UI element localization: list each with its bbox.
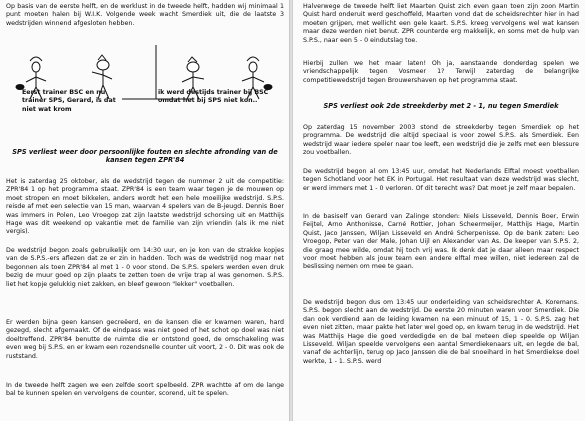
cartoon-caption-right: ik werd destijds trainer bij BSC omdat het bij SPS niet kon.. [158, 89, 269, 105]
right-paragraph-1: Halverwege de tweede helft liet Maarten Quist zich even gaan toen zijn zoon Martin Quist hard onderuit werd geschoffeld, Maarten vond dat de scheidsrechter hier in had moeten grijpen, met wellicht een gele kaart. S.P.S. kreeg vervolgens wel wat kansen maar deze werden niet benut. ZPR counterde erg makkelijk, en soms met de hulp van S.P.S., naar een 5 - 0 eindutslag toe. [303, 3, 579, 44]
cartoon-caption-left: Eerst trainer BSC en nu trainer SPS, Gerard, is dat niet wat krom [22, 89, 116, 113]
right-paragraph-2: Hierbij zullen we het maar laten! Oh ja, aanstaande donderdag spelen we vriendschappelijk tegen Vosmeer 1? Terwijl zaterdag de belangrijke competitiewedstrijd tegen Brouwershaven op het programma staat. [303, 60, 579, 84]
right-paragraph-4: De wedstrijd begon al om 13:45 uur, omdat het Nederlands Elftal moest voetballen tegen Schotland voor het EK in Portugal. Het resultaat van deze wedstrijd was slecht, er werd immers met 1 - 0 verloren. Of dit terecht was? Dat moet je zelf maar bepalen. [303, 168, 579, 192]
left-paragraph-1: Het is zaterdag 25 oktober, als de wedstrijd tegen de nummer 2 uit de competitie: ZPR'84 1 op het programma staat. ZPR'84 is een team waar tegen je de mouwen op moet stropen en moet bikkelen, anders wordt het een hele moeilijke wedstrijd. S.P.S. reisde af met een selectie van 15 man, waarvan 4 spelers van de B-jeugd. Dennis Boer was immers in Polen, Leo Vroegop zat zijn laatste wedstrijd schorsing uit en Matthijs Hage was dit weekend op vakantie met de familie van zijn vriendin (als ik me niet vergis). [6, 178, 284, 236]
section-heading-smerdiek: SPS verliest ook 2de streekderby met 2 - 1, nu tegen Smerdiek [323, 102, 559, 110]
right-page [293, 0, 585, 421]
left-paragraph-3: Er werden bijna geen kansen gecreëerd, en de kansen die er kwamen waren, hard gezegd, slecht afgemaakt. Of de eindpass was niet goed of het schot op doel was niet doeltreffend. ZPR'84 benutte de ruimte die er ontstond goed, de omschakeling was even weg bij S.P.S. en er kwam een rozendsnelle counter uit voort, 2 - 0. Dit was ook de ruststand. [6, 319, 284, 360]
left-paragraph-4: In de tweede helft zagen we een zelfde soort spelbeeld. ZPR wachtte af om de lange bal te kunnen spelen en vervolgens de counter, scorend, uit te spelen. [6, 382, 284, 398]
intro-paragraph: Op basis van de eerste helft, en de werklust in de tweede helft, hadden wij minimaal 1 punt moeten halen bij W.I.K. Volgende week wacht Smerdiek uit, die de laatste 3 wedstrijden winnend afgesloten hebben. [6, 3, 284, 27]
right-paragraph-3: Op zaterdag 15 november 2003 stond de streekderby tegen Smerdiek op het programma. De wedstrijd die altijd speciaal is voor zowel S.P.S. als Smerdiek. Een wedstrijd waar iedere speler naar toe leeft, een wedstrijd die je zelfs met een blessure zou voetballen. [303, 124, 579, 157]
right-paragraph-5: In de basiself van Gerard van Zalinge stonden: Niels Lisseveld, Dennis Boer, Erwin Feijtel, Arno Anthonisse, Carné Rottier, Johan Scheermeijer, Matthijs Hage, Martin Quist, Jaco Janssen, Wiljan Lisseveld en André Scherpenisse. Op de bank zaten: Leo Vroegop, Peter van der Male, Johan Uijl en Alexander van As. De keeper van S.P.S. 2, die graag mee wilde, omdat hij toch vrij was. Ik denk dat je daar alleen maar respect voor moet hebben als jouw team een andere elftal mee willen, niet iedereen zal de beslissing nemen om mee te gaan. [303, 213, 579, 271]
right-paragraph-6: De wedstrijd begon dus om 13:45 uur onderleiding van scheidsrechter A. Koremans. S.P.S. begon slecht aan de wedstrijd. De eerste 20 minuten waren voor Smerdiek. Die dan ook verdiend aan de leiding kwamen na een minuut of 15, 1 - 0. S.P.S. zag het even niet zitten, maar pakte het later wel goed op, en kwam terug in de wedstrijd. Het was Matthijs Hage die goed verdedigde en de bal meteen diep speelde op Wiljan Lisseveld. Wiljan speelde vervolgens een aantal Smerdiekenaars uit, en legde de bal, vanaf de achterlijn, terug op Jaco Janssen die de bal snoeihard in het Smerdiekse doel werkte, 1 - 1. S.P.S. werd [303, 299, 579, 365]
left-paragraph-2: De wedstrijd begon zoals gebruikelijk om 14:30 uur, en je kon van de strakke kopjes van de S.P.S.-ers aflezen dat ze er zin in hadden. Toch was de wedstrijd nog maar net begonnen als toen ZPR'84 al met 1 - 0 voor stond. De S.P.S. spelers werden even druk bezig de muur goed op zijn plaats te zetten toen de vrije trap al was genomen. S.P.S. liet het kopje gelukkig niet zakken, en bleef gewoon "lekker" voetballen. [6, 247, 284, 288]
left-page [0, 0, 289, 421]
section-heading-zpr84: SPS verliest weer door persoonlijke fouten en slechte afronding van de kansen tegen ZPR'84 [12, 148, 278, 165]
